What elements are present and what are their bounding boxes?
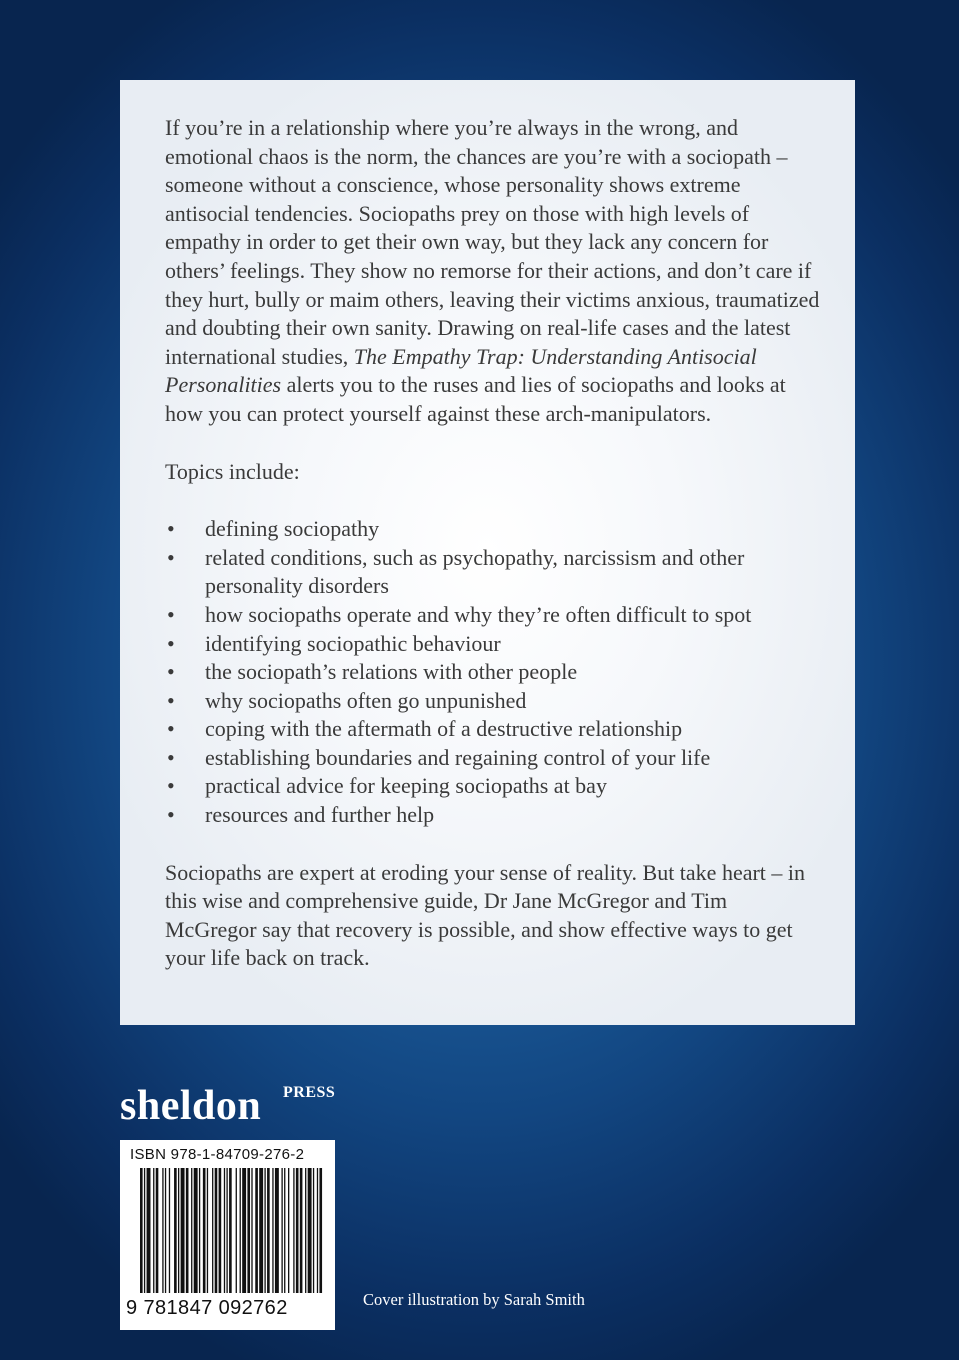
bullet-icon: • (167, 630, 175, 656)
publisher-name: sheldon (120, 1083, 262, 1129)
list-item (165, 801, 821, 830)
ean-digits: 9 781847 092762 (126, 1297, 288, 1319)
topics-list (165, 515, 821, 830)
bullet-icon: • (167, 716, 175, 742)
blurb-text-part2: alerts you to the ruses and lies of sociopaths and looks at how you can protect yourself against these arch-manipulators. (165, 372, 786, 426)
bullet-icon: • (167, 659, 175, 685)
list-item (165, 515, 821, 544)
topic-text: the sociopath’s relations with other people (205, 659, 578, 685)
list-item (165, 687, 821, 716)
list-item (165, 715, 821, 744)
list-item (165, 658, 821, 687)
book-title: The Empathy Trap: Understanding Antisocial Personalities (165, 343, 757, 398)
topics-intro: Topics include: (165, 458, 300, 484)
topic-text: related conditions, such as psychopathy, narcissism and other personality disorders (205, 544, 745, 599)
list-item (165, 601, 821, 630)
publisher-press: PRESS (283, 1084, 336, 1101)
list-item (165, 630, 821, 659)
topic-text: establishing boundaries and regaining control of your life (205, 744, 711, 770)
topic-text: practical advice for keeping sociopaths at bay (205, 773, 607, 799)
bullet-icon: • (167, 601, 175, 627)
topic-text: why sociopaths often go unpunished (205, 687, 527, 713)
cover-credit: Cover illustration by Sarah Smith (363, 1290, 585, 1309)
publisher-logo (120, 1078, 350, 1128)
bullet-icon: • (167, 516, 175, 542)
topic-text: how sociopaths operate and why they’re often difficult to spot (205, 601, 752, 627)
bullet-icon: • (167, 544, 175, 570)
bullet-icon: • (167, 773, 175, 799)
closing-paragraph: Sociopaths are expert at eroding your sense of reality. But take heart – in this wise and comprehensive guide, Dr Jane McGregor and Tim McGregor say that recovery is possible, and show effective ways to get your life back on track. (165, 859, 806, 971)
isbn-label: ISBN 978-1-84709-276-2 (130, 1146, 305, 1163)
topic-text: resources and further help (205, 802, 435, 828)
topic-text: identifying sociopathic behaviour (205, 630, 501, 656)
list-item (165, 744, 821, 773)
blurb-paragraph (165, 114, 821, 429)
bullet-icon: • (167, 744, 175, 770)
list-item (165, 544, 821, 601)
blurb-text-part1: If you’re in a relationship where you’re always in the wrong, and emotional chaos is the norm, the chances are you’re with a sociopath – someone without a conscience, whose personality shows extreme antisocial tendencies. Sociopaths prey on those with high levels of empathy in order to get their own way, but they lack any concern for others’ feelings. They show no remorse for their actions, and don’t care if they hurt, bully or maim others, leaving their victims anxious, traumatized and doubting their own sanity. Drawing on real-life cases and the latest international studies, (165, 115, 820, 369)
topic-text: coping with the aftermath of a destructive relationship (205, 716, 683, 742)
list-item (165, 772, 821, 801)
barcode-icon (140, 1168, 326, 1303)
bullet-icon: • (167, 802, 175, 828)
topic-text: defining sociopathy (205, 516, 380, 542)
blurb-panel (120, 80, 855, 1025)
bullet-icon: • (167, 687, 175, 713)
barcode-box (120, 1140, 335, 1330)
